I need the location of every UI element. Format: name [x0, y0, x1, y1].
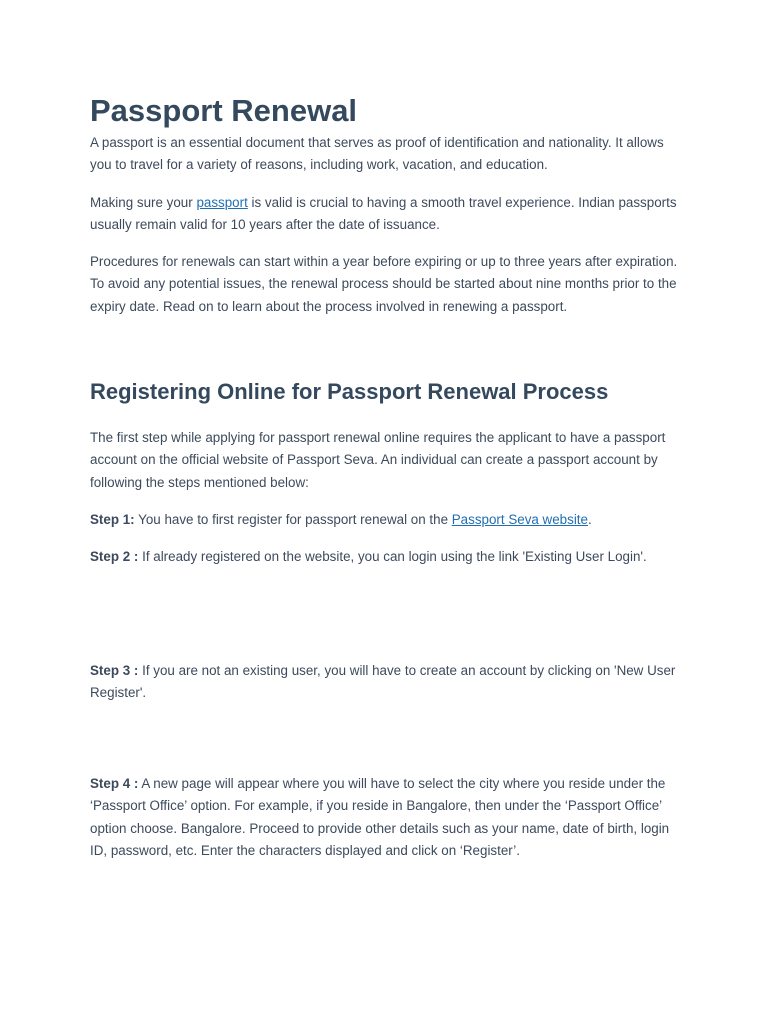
step-2-text: If already registered on the website, you can login using the link 'Existing User Login'. — [138, 549, 647, 564]
page-title: Passport Renewal — [90, 93, 358, 128]
step-3-text: If you are not an existing user, you will have to create an account by clicking on 'New User Register'. — [90, 663, 676, 701]
step-2 — [90, 546, 680, 568]
passport-link[interactable]: passport — [196, 195, 248, 210]
section-intro-paragraph: The first step while applying for passport renewal online requires the applicant to have a passport account on the official website of Passport Seva. An individual can create a passport account by following the steps mentioned below: — [90, 430, 666, 490]
step-1-label: Step 1: — [90, 512, 135, 527]
passport-seva-website-link[interactable]: Passport Seva website — [451, 512, 588, 527]
step-3-label: Step 3 : — [90, 663, 139, 678]
step-3 — [90, 660, 680, 705]
step-4-text: A new page will appear where you will have to select the city where you reside under the ‘Passport Office’ option. For example, if you reside in Bangalore, then under the ‘Passport Office’ option choose. Bangalore. Proceed to provide other details such as your name, date of birth, login ID, password, etc. Enter the characters displayed and click on ‘Register’. — [90, 776, 670, 858]
intro-paragraph-3: Procedures for renewals can start within a year before expiring or up to three years after expiration. To avoid any potential issues, the renewal process should be started about nine months prior to the expiry date. Read on to learn about the process involved in renewing a passport. — [90, 254, 678, 314]
intro-paragraph-2-text-end: is valid is crucial to having a smooth travel experience. Indian passports usually remain valid for 10 years after the date of issuance. — [90, 195, 677, 233]
intro-paragraph-2-text-start: Making sure your — [90, 195, 197, 210]
intro-paragraph-2 — [90, 192, 680, 237]
step-2-label: Step 2 : — [90, 549, 139, 564]
section-heading: Registering Online for Passport Renewal Process — [90, 379, 609, 404]
step-1-text: You have to first register for passport renewal on the — [134, 512, 452, 527]
step-1-text-end: . — [587, 512, 592, 527]
step-4 — [90, 773, 680, 862]
step-1 — [90, 509, 680, 531]
intro-paragraph-1: A passport is an essential document that serves as proof of identification and nationality. It allows you to travel for a variety of reasons, including work, vacation, and education. — [90, 135, 664, 173]
step-4-label: Step 4 : — [90, 776, 139, 791]
